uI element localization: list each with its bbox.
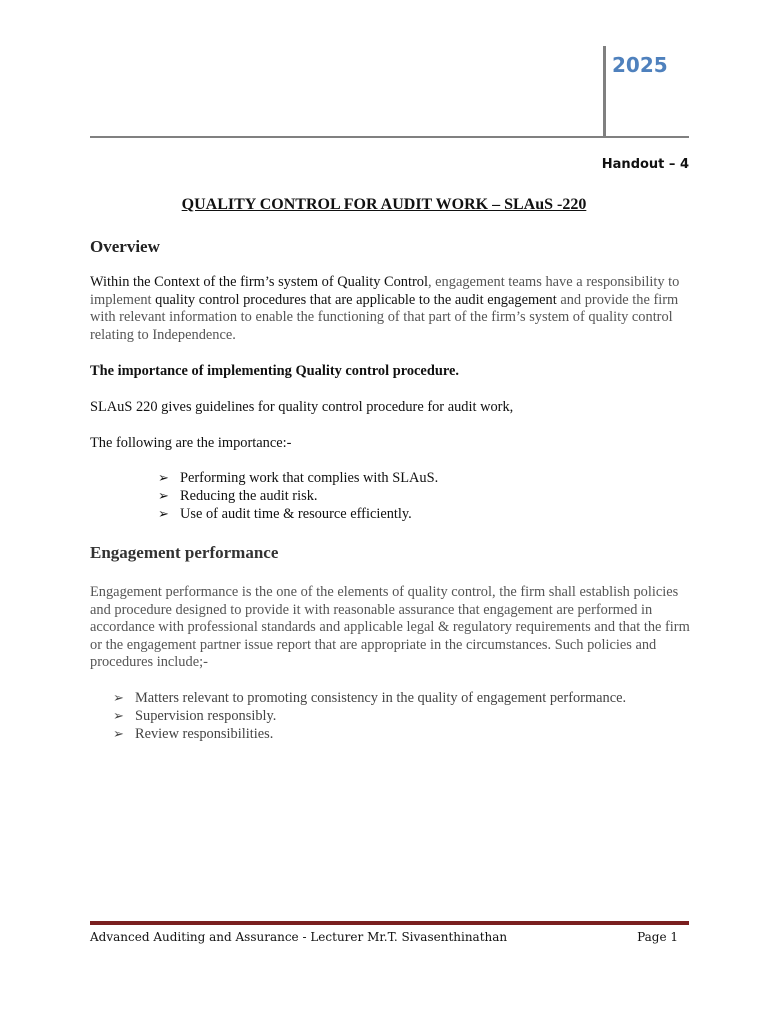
- engagement-paragraph: Engagement performance is the one of the elements of quality control, the firm shall establish policies and procedure designed to provide it with reasonable assurance that engagement are performed in accordance with professional standards and applicable legal & regulatory requirements and that the firm or the engagement partner issue report that are appropriate in the circumstances. Such policies and procedures include;-: [90, 584, 690, 671]
- overview-text-3: quality control procedures that are applicable to the audit engagement: [155, 291, 557, 308]
- footer-rule: [90, 921, 689, 925]
- list-item: [158, 505, 438, 523]
- list-item: [158, 469, 438, 487]
- list-item-text: Supervision responsibly.: [135, 708, 277, 724]
- guidelines-text: SLAuS 220 gives guidelines for quality control procedure for audit work,: [90, 399, 514, 415]
- arrow-bullet-icon: ➢: [113, 690, 124, 705]
- engagement-heading: Engagement performance: [90, 543, 279, 562]
- list-item: [113, 725, 626, 743]
- arrow-bullet-icon: ➢: [158, 506, 169, 521]
- overview-text-1: Within the Context of the firm’s system of Quality Control: [90, 274, 428, 290]
- arrow-bullet-icon: ➢: [158, 488, 169, 503]
- following-text: The following are the importance:-: [90, 435, 292, 451]
- list-item: [113, 707, 626, 725]
- arrow-bullet-icon: ➢: [158, 470, 169, 485]
- footer-page-number: Page 1: [637, 930, 678, 944]
- list-item-text: Reducing the audit risk.: [180, 488, 318, 504]
- importance-list: [158, 469, 438, 523]
- header-year: 2025: [612, 53, 668, 77]
- engagement-list: [113, 689, 626, 743]
- list-item-text: Performing work that complies with SLAuS.: [180, 470, 439, 486]
- header-horizontal-rule: [90, 136, 689, 138]
- overview-text-2: , engagement teams have a responsibility to implement: [90, 274, 680, 308]
- list-item-text: Matters relevant to promoting consistency in the quality of engagement performance.: [135, 690, 627, 706]
- list-item-text: Use of audit time & resource efficiently.: [180, 506, 412, 522]
- footer-course-lecturer: Advanced Auditing and Assurance - Lecturer Mr.T. Sivasenthinathan: [90, 930, 508, 944]
- overview-paragraph: [90, 274, 690, 344]
- header-vertical-rule: [603, 46, 606, 138]
- importance-heading: The importance of implementing Quality control procedure.: [90, 363, 459, 379]
- arrow-bullet-icon: ➢: [113, 708, 124, 723]
- document-title: QUALITY CONTROL FOR AUDIT WORK – SLAuS -220: [181, 196, 587, 213]
- handout-label: Handout – 4: [601, 157, 689, 172]
- list-item-text: Review responsibilities.: [135, 726, 274, 742]
- overview-heading: Overview: [90, 237, 160, 256]
- overview-text-4: and provide the firm with relevant information to enable the functioning of that part of the firm’s system of quality control relating to Independence.: [90, 291, 679, 343]
- list-item: [113, 689, 626, 707]
- arrow-bullet-icon: ➢: [113, 726, 124, 741]
- list-item: [158, 487, 438, 505]
